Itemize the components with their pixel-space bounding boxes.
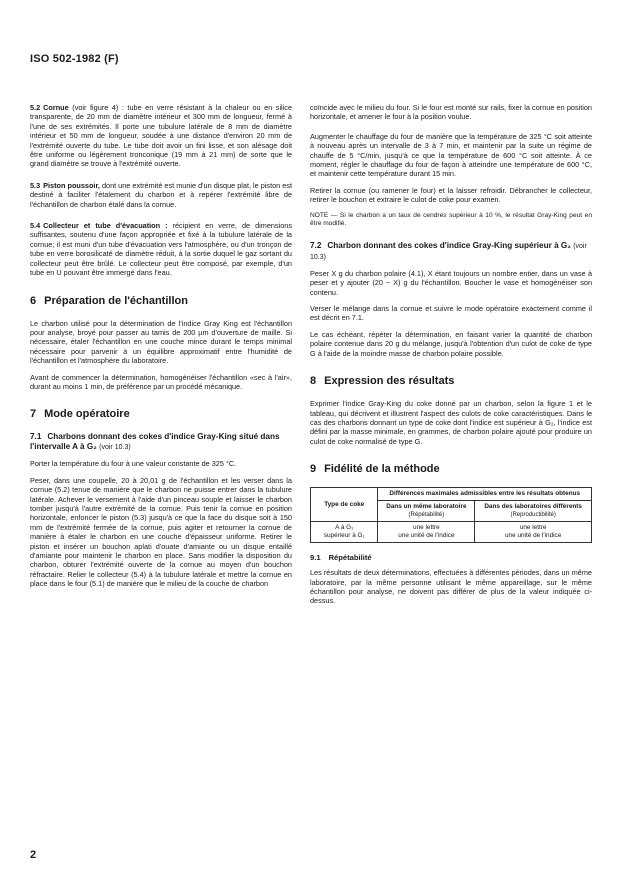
section-7-2-para-1: Peser X g du charbon polaire (4.1), X étant toujours un nombre entier, dans un vase à peser et y ajouter (20 − X) g du l'échantillon. Boucher le vase et homogénéiser son contenu. — [310, 268, 592, 297]
section-7-1-para-2: Peser, dans une coupelle, 20 à 20,01 g de l'échantillon et les verser dans la cornue (5.2) tenue de manière que le charbon ne puisse entrer dans la tubulure latérale. Achever le versement à l'aide d'un pinceau souple et laisser le charbon tomber jusqu'à l'autre extrémité de la cornue. Puis tenir la cornue en position horizontale, enfoncer le piston (5.3) jusqu'à ce que la face du disque soit à 150 mm de l'extrémité fermée de la cornue, puis agiter et retourner la cornue de manière à étaler le charbon en une couche d'épaisseur uniforme. Retirer le piston et insérer un bouchon aplati d'ouate d'amiante ou un disque entaillé d'amiante pour maintenir le charbon en place. Sans modifier la disposition du charbon, obturer l'extrémité ouverte de la cornue au moyen d'un bouchon réfractaire. Relier le collecteur (5.4) à la tubulure latérale et mettre la cornue en place dans le four (5.1) de manière que le milieu de la couche de charbon — [30, 475, 292, 589]
section-9-1-para-1: Les résultats de deux déterminations, effectuées à différentes périodes, dans un même laboratoire, par la même personne utilisant le même appareillage, sur le même échantillon pour analyse, ne doivent pas différer de plus de la valeur indiquée ci-dessus. — [310, 568, 592, 606]
section-7-2-para-3: Le cas échéant, répéter la détermination, en faisant varier la quantité de charbon polaire contenue dans 20 g du mélange, jusqu'à l'obtention d'un culot de coke de type G à l'aide de la moindre masse de charbon polaire possible. — [310, 329, 592, 358]
section-5-3: 5.3 Piston poussoir, dont une extrémité est munie d'un disque plat, le piston est destiné à faciliter l'étalement du charbon et à repérer l'extrémité libre de l'échantillon de charbon étalé dans la cornue. — [30, 180, 292, 209]
section-7-2-para-2: Verser le mélange dans la cornue et suivre le mode opératoire exactement comme il est décrit en 7.1. — [310, 304, 592, 323]
table-row: A à G₁ supérieur à G₁ une lettre une unité de l'indice une lettre une unité de l'indice — [311, 522, 592, 543]
section-6-heading: 6 Préparation de l'échantillon — [30, 294, 188, 307]
section-9-1-heading: 9.1 Répétabilité — [310, 553, 372, 563]
section-6-para-2: Avant de commencer la détermination, homogénéiser l'échantillon «sec à l'air», durant au moins 1 min, de préférence par un procédé mécanique. — [30, 372, 292, 391]
removal-paragraph: Retirer la cornue (ou ramener le four) et la laisser refroidir. Débrancher le collecteur, retirer le bouchon et extraire le culot de coke pour examen. — [310, 185, 592, 205]
ash-note: NOTE — Si le charbon a un taux de cendres supérieur à 10 %, le résultat Gray-King peut en être modifié. — [310, 211, 592, 228]
section-8-para-1: Exprimer l'indice Gray-King du coke donné par un charbon, selon la figure 1 et le tableau, qui décrivent et illustrent l'aspect des culots de coke caractéristiques. Dans le cas des charbons donnant un type de coke dont l'indice est supérieur à G₂, l'indice est défini par la masse minimale, en grammes, de charbon polaire ajouté pour produire un culot de coke normalisé de type G. — [310, 399, 592, 446]
right-column — [310, 103, 592, 613]
section-5-2: 5.2 Cornue (voir figure 4) : tube en verre résistant à la chaleur ou en silice transparente, de 20 mm de diamètre intérieur et 300 mm de longueur, fermé à l'une de ses extrémités. Il porte une tubulure latérale de 8 mm de diamètre intérieur et 50 mm de longueur, soudée à une distance d'environ 20 mm de l'extrémité ouverte du tube. Le tube doit avoir un fini lisse, et son alésage doit être uniforme ou légèrement tronconique (19 mm à 21 mm) de sorte que le grand diamètre se trouve à l'extrémité ouverte. — [30, 103, 293, 169]
precision-table — [310, 487, 592, 543]
section-7-1-para-1: Porter la température du four à une valeur constante de 325 °C. — [30, 459, 237, 469]
section-7-1-continued: coïncide avec le milieu du four. Si le four est monté sur rails, fixer la cornue en position horizontale, et amener le four à la position voulue. — [310, 103, 592, 122]
section-8-heading: 8 Expression des résultats — [310, 375, 455, 388]
table-header-same-lab: Dans un même laboratoire (Répétabilité) — [378, 501, 475, 522]
table-header-group: Différences maximales admissibles entre les résultats obtenus — [378, 488, 592, 501]
section-7-heading: 7 Mode opératoire — [30, 408, 130, 421]
section-9-heading: 9 Fidélité de la méthode — [310, 463, 440, 476]
table-header-type: Type de coke — [311, 488, 378, 522]
section-5-4: 5.4 Collecteur et tube d'évacuation : récipient en verre, de dimensions suffisantes, soutenu d'une façon appropriée et fixé à la tubulure latérale de la cornue; il est muni d'un tube d'évacuation vers l'atmosphère, ou d'un tronçon de tube en verre borosilicaté de diamètre réduit, à la sortie duquel le gaz sortant du collecteur peut être brûlé. Le collecteur peut être composé, par exemple, d'un tube en U pouvant être immergé dans l'eau. — [30, 221, 292, 278]
page-number: 2 — [30, 849, 37, 861]
section-6-para-1: Le charbon utilisé pour la détermination de l'indice Gray King est l'échantillon pour analyse, broyé pour passer au tamis de 200 µm d'ouverture de maille. Si nécessaire, étaler l'échantillon en une couche mince durant le temps minimal nécessaire pour parvenir à un équilibre approximatif entre l'humidité de l'échantillon et l'atmosphère du laboratoire. — [30, 318, 292, 366]
section-7-1-heading: 7.1 Charbons donnant des cokes d'indice Gray-King situé dans l'intervalle A à G₂ (voir 10.3) — [30, 432, 280, 452]
left-column — [30, 103, 292, 596]
section-7-2-heading: 7.2 Charbon donnant des cokes d'indice Gray-King supérieur à G₂ (voir 10.3) — [310, 240, 587, 261]
heating-paragraph: Augmenter le chauffage du four de manière que la température de 325 °C soit atteinte à nouveau après un intervalle de 3 à 7 min, et maintenir par la suite un régime de chauffe de 5 °C/min, jusqu'à ce que la température de 600 °C soit atteinte. À ce moment, régler le chauffage du four de façon à atteindre une température de 600 °C, et maintenir cette température durant 15 min. — [310, 131, 592, 179]
document-header: ISO 502-1982 (F) — [30, 53, 119, 65]
table-header-diff-lab: Dans des laboratoires différents (Reproductibilité) — [475, 501, 592, 522]
